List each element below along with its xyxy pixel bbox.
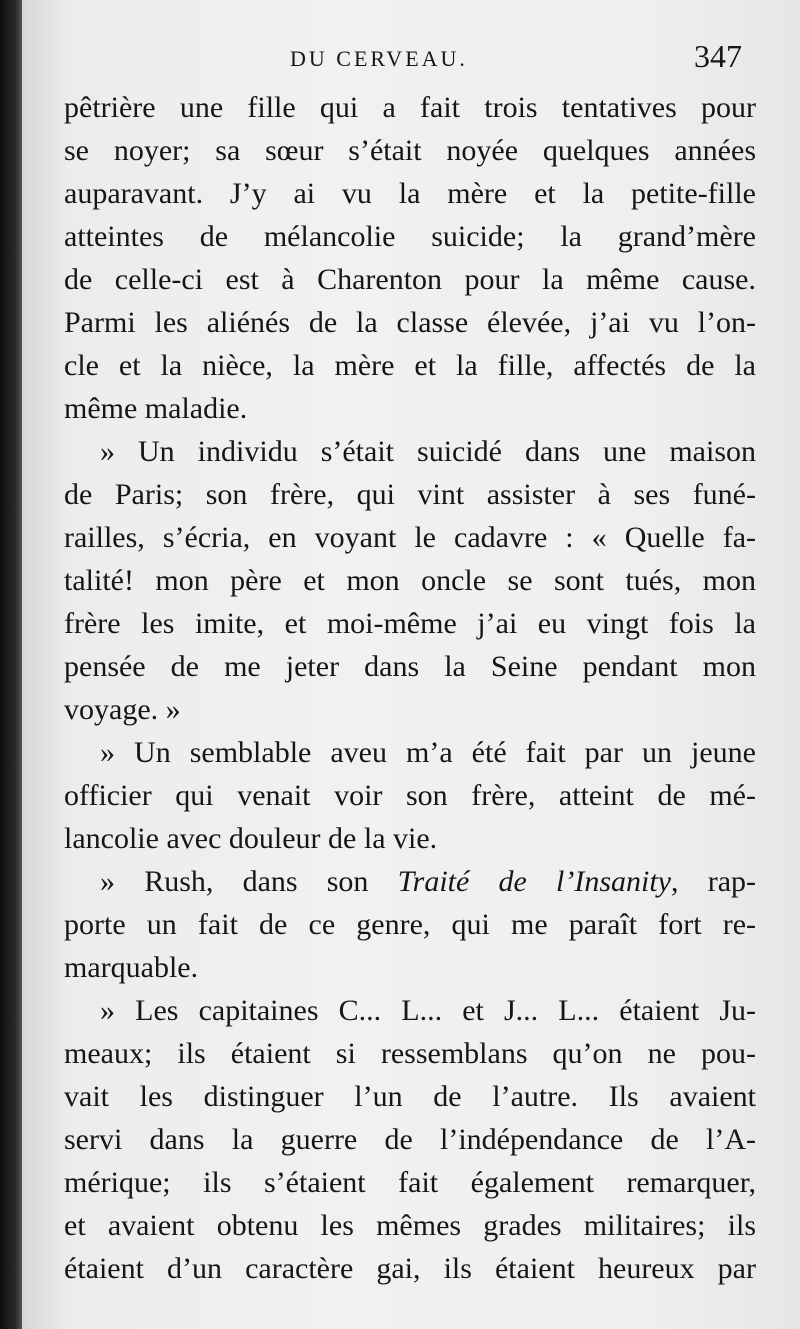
text-line: cle et la nièce, la mère et la fille, affectés de la [64, 349, 756, 382]
text-line: de Paris; son frère, qui vint assister à ses funé- [64, 478, 756, 511]
text-line: railles, s’écria, en voyant le cadavre : « Quelle fa- [64, 521, 756, 554]
text-line: porte un fait de ce genre, qui me paraît fort re- [64, 908, 756, 941]
text-line: meaux; ils étaient si ressemblans qu’on ne pou- [64, 1037, 756, 1070]
page-header [22, 36, 800, 86]
text-line: pêtrière une fille qui a fait trois tentatives pour [64, 91, 756, 124]
text-line: » Un semblable aveu m’a été fait par un jeune [100, 736, 756, 769]
text-line: talité! mon père et mon oncle se sont tués, mon [64, 564, 756, 597]
text-line: servi dans la guerre de l’indépendance de l’A- [64, 1123, 756, 1156]
book-page [22, 0, 800, 1329]
text-segment: » Rush, dans son [100, 865, 369, 898]
text-line: vait les distinguer l’un de l’autre. Ils avaient [64, 1080, 756, 1113]
text-line: lancolie avec douleur de la vie. [64, 822, 438, 855]
text-line: de celle-ci est à Charenton pour la même cause. [64, 263, 756, 296]
running-title: DU CERVEAU. [290, 46, 468, 71]
text-line: frère les imite, et moi-même j’ai eu vingt fois la [64, 607, 756, 640]
text-line: pensée de me jeter dans la Seine pendant mon [64, 650, 756, 683]
text-line: auparavant. J’y ai vu la mère et la petite-fille [64, 177, 756, 210]
book-gutter [0, 0, 22, 1329]
text-line: Parmi les aliénés de la classe élevée, j’ai vu l’on- [64, 306, 756, 339]
book-title-italic: Traité de l’Insanity [397, 865, 672, 898]
page-number: 347 [694, 38, 742, 74]
text-line: mérique; ils s’étaient fait également remarquer, [64, 1166, 756, 1199]
text-line: » Les capitaines C... L... et J... L... étaient Ju- [100, 994, 756, 1027]
text-line: étaient d’un caractère gai, ils étaient heureux par [64, 1252, 756, 1285]
text-line: et avaient obtenu les mêmes grades militaires; ils [64, 1209, 756, 1242]
text-line: se noyer; sa sœur s’était noyée quelques années [64, 134, 756, 167]
text-line: » Un individu s’était suicidé dans une maison [100, 435, 756, 468]
text-line: officier qui venait voir son frère, atteint de mé- [64, 779, 756, 812]
text-line-with-italic [64, 860, 756, 903]
text-segment: , rap- [671, 865, 757, 898]
body-text [64, 86, 756, 1290]
text-line: atteintes de mélancolie suicide; la grand’mère [64, 220, 756, 253]
text-line: même maladie. [64, 392, 248, 425]
text-line: marquable. [64, 951, 199, 984]
text-line: voyage. » [64, 693, 181, 726]
